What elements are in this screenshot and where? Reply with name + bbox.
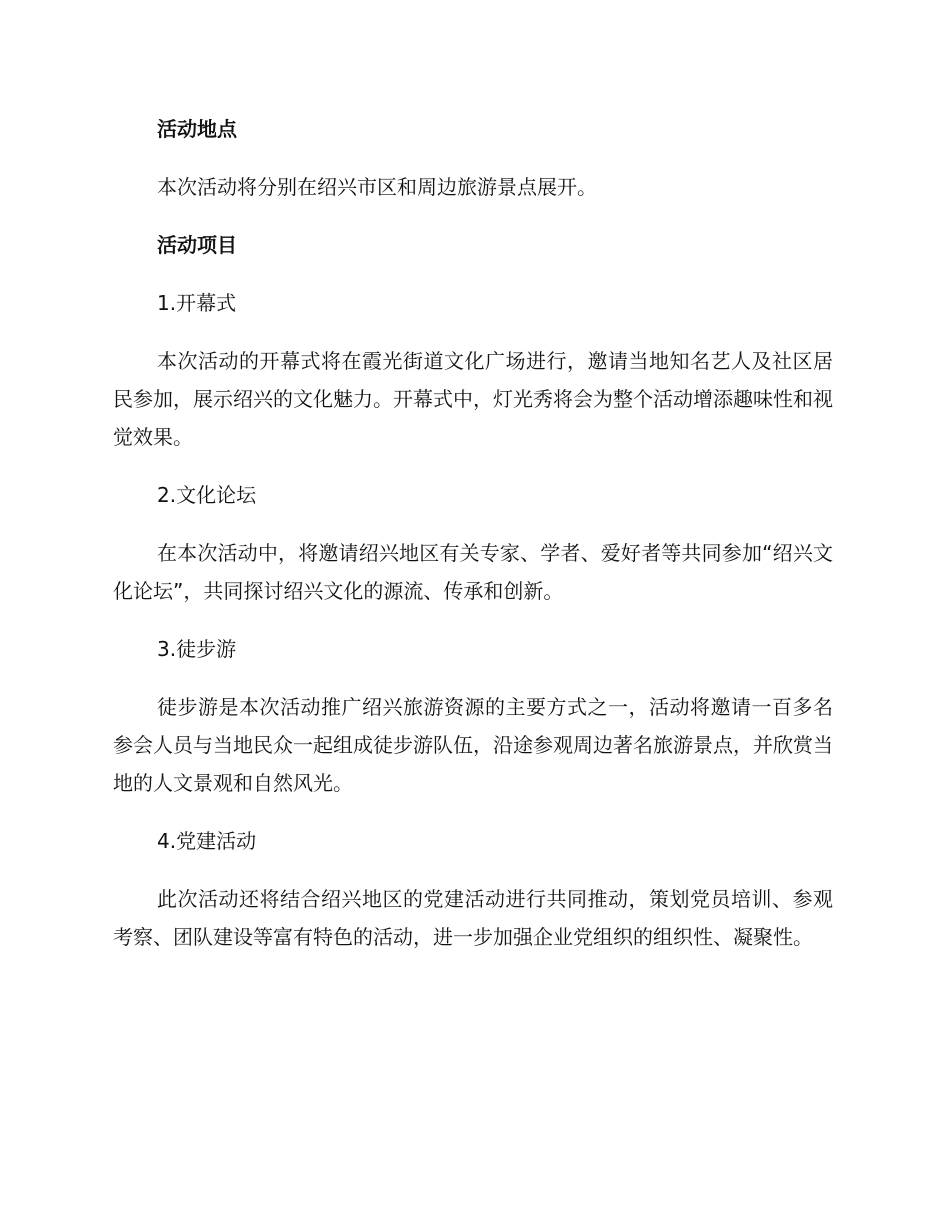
section-heading-location: 活动地点 (157, 117, 237, 141)
project-title-hiking: 3.徒步游 (157, 637, 237, 661)
project-title-forum: 2.文化论坛 (157, 483, 257, 507)
project-paragraph-hiking: 徒步游是本次活动推广绍兴旅游资源的主要方式之一，活动将邀请一百多名参会人员与当地民众一起组成徒步游队伍，沿途参观周边著名旅游景点，并欣赏当地的人文景观和自然风光。 (113, 695, 833, 795)
project-paragraph-opening: 本次活动的开幕式将在霞光街道文化广场进行，邀请当地知名艺人及社区居民参加，展示绍兴的文化魅力。开幕式中，灯光秀将会为整个活动增添趣味性和视觉效果。 (113, 349, 833, 449)
section-heading-projects: 活动项目 (157, 233, 237, 257)
project-title-party-building: 4.党建活动 (157, 829, 257, 853)
document-body (113, 110, 833, 976)
project-paragraph-forum: 在本次活动中，将邀请绍兴地区有关专家、学者、爱好者等共同参加“绍兴文化论坛”，共同探讨绍兴文化的源流、传承和创新。 (113, 541, 833, 603)
location-paragraph: 本次活动将分别在绍兴市区和周边旅游景点展开。 (157, 175, 597, 199)
project-title-opening: 1.开幕式 (157, 291, 237, 315)
project-paragraph-party-building: 此次活动还将结合绍兴地区的党建活动进行共同推动，策划党员培训、参观考察、团队建设等富有特色的活动，进一步加强企业党组织的组织性、凝聚性。 (113, 887, 833, 949)
